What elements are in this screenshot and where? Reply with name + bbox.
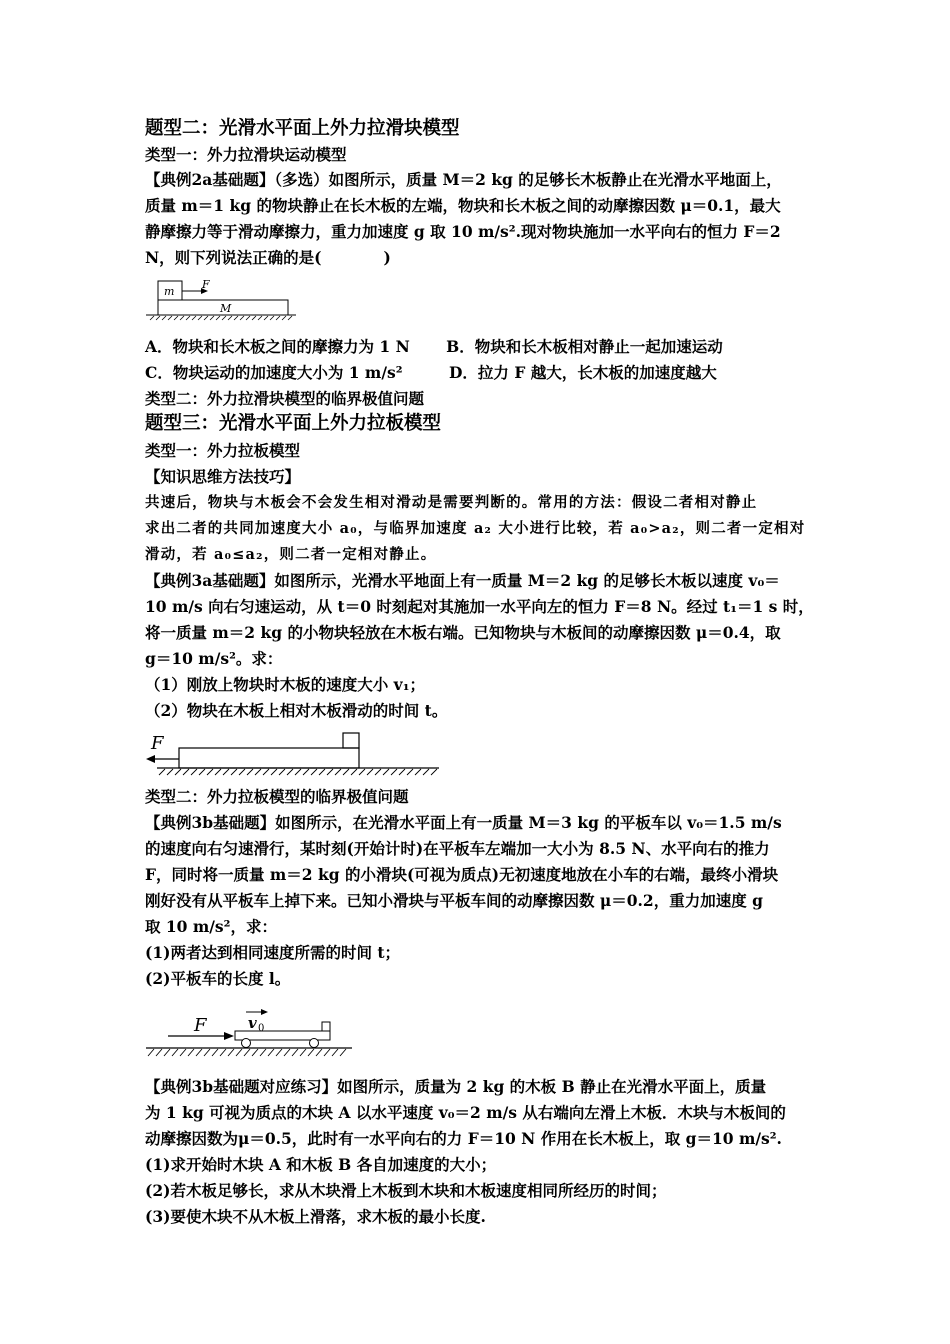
text-line: 【典例2a基础题】（多选）如图所示，质量 M＝2 kg 的足够长木板静止在光滑水平地面上， bbox=[145, 170, 782, 189]
text-line: 静摩擦力等于滑动摩擦力，重力加速度 g 取 10 m/s².现对物块施加一水平向右的恒力 F＝2 bbox=[145, 222, 781, 241]
text-line: 10 m/s 向右匀速运动，从 t＝0 时刻起对其施加一水平向左的恒力 F＝8 N。经过 t₁＝1 s 时， bbox=[145, 597, 814, 616]
text-line: g＝10 m/s²。求： bbox=[145, 649, 283, 668]
section-title-type3: 题型三：光滑水平面上外力拉板模型 bbox=[145, 413, 442, 434]
text-line: 将一质量 m＝2 kg 的小物块轻放在木板右端。已知物块与木板间的动摩擦因数 μ＝0.4，取 bbox=[145, 623, 781, 642]
subsection-title: 类型一：外力拉板模型 bbox=[145, 441, 301, 460]
fig1-board-label: M bbox=[220, 302, 232, 315]
text-line: 质量 m＝1 kg 的物块静止在长木板的左端，物块和长木板之间的动摩擦因数 μ＝0.1，最大 bbox=[145, 196, 781, 215]
fig2-force-label: F bbox=[151, 733, 164, 754]
fig3-velocity-label: v bbox=[248, 1014, 257, 1032]
tip-line: 共速后，物块与木板会不会发生相对滑动是需要判断的。常用的方法：假设二者相对静止 bbox=[145, 494, 758, 511]
subsection-title: 类型二：外力拉板模型的临界极值问题 bbox=[145, 787, 409, 806]
tips-heading: 【知识思维方法技巧】 bbox=[145, 467, 301, 486]
text-line: N，则下列说法正确的是( ) bbox=[145, 248, 391, 267]
question-item: （2）物块在木板上相对木板滑动的时间 t。 bbox=[145, 701, 448, 720]
text-line: 刚好没有从平板车上掉下来。已知小滑块与平板车间的动摩擦因数 μ＝0.2，重力加速度 g bbox=[145, 891, 763, 910]
question-item: (2)平板车的长度 l。 bbox=[145, 969, 291, 988]
text-line: 动摩擦因数为μ＝0.5，此时有一水平向右的力 F＝10 N 作用在长木板上，取 g＝10 m/s². bbox=[145, 1129, 782, 1148]
text-line: F，同时将一质量 m＝2 kg 的小滑块(可视为质点)无初速度地放在小车的右端，最终小滑块 bbox=[145, 865, 779, 884]
question-item: (3)要使木块不从木板上滑落，求木板的最小长度. bbox=[145, 1207, 486, 1226]
fig1-force-label: F bbox=[202, 278, 210, 291]
block-on-board-figure bbox=[146, 276, 296, 324]
text-line: 【典例3b基础题】如图所示，在光滑水平面上有一质量 M＝3 kg 的平板车以 v₀＝1.5 m/s bbox=[145, 813, 782, 832]
question-item: (1)两者达到相同速度所需的时间 t； bbox=[145, 943, 401, 962]
fig3-force-label: F bbox=[194, 1015, 207, 1036]
question-item: (1)求开始时木块 A 和木板 B 各自加速度的大小； bbox=[145, 1155, 497, 1174]
fig1-block-label: m bbox=[164, 285, 175, 298]
subsection-title: 类型二：外力拉滑块模型的临界极值问题 bbox=[145, 389, 425, 408]
option-line-cd: C．物块运动的加速度大小为 1 m/s² D．拉力 F 越大，长木板的加速度越大 bbox=[145, 363, 717, 382]
text-line: 【典例3a基础题】如图所示，光滑水平地面上有一质量 M＝2 kg 的足够长木板以速度 v₀＝ bbox=[145, 571, 780, 590]
section-title-type2: 题型二：光滑水平面上外力拉滑块模型 bbox=[145, 118, 460, 139]
question-item: （1）刚放上物块时木板的速度大小 v₁； bbox=[145, 675, 425, 694]
option-line-ab: A．物块和长木板之间的摩擦力为 1 N B．物块和长木板相对静止一起加速运动 bbox=[145, 337, 723, 356]
question-item: (2)若木板足够长，求从木块滑上木板到木块和木板速度相同所经历的时间； bbox=[145, 1181, 667, 1200]
tip-line: 求出二者的共同加速度大小 a₀，与临界加速度 a₂ 大小进行比较，若 a₀>a₂，则二者一定相对 bbox=[145, 520, 806, 537]
text-line: 为 1 kg 可视为质点的木块 A 以水平速度 v₀＝2 m/s 从右端向左滑上木板．木块与木板间的 bbox=[145, 1103, 786, 1122]
board-pulled-left-figure bbox=[143, 727, 443, 779]
fig3-velocity-subscript: 0 bbox=[258, 1023, 265, 1034]
text-line: 的速度向右匀速滑行，某时刻(开始计时)在平板车左端加一大小为 8.5 N、水平向右的推力 bbox=[145, 839, 770, 858]
text-line: 【典例3b基础题对应练习】如图所示，质量为 2 kg 的木板 B 静止在光滑水平面上，质量 bbox=[145, 1077, 767, 1096]
subsection-title: 类型一：外力拉滑块运动模型 bbox=[145, 145, 347, 164]
text-line: 取 10 m/s²，求： bbox=[145, 917, 277, 936]
tip-line: 滑动，若 a₀≤a₂，则二者一定相对静止。 bbox=[145, 546, 437, 563]
cart-with-slider-figure bbox=[146, 1003, 356, 1065]
